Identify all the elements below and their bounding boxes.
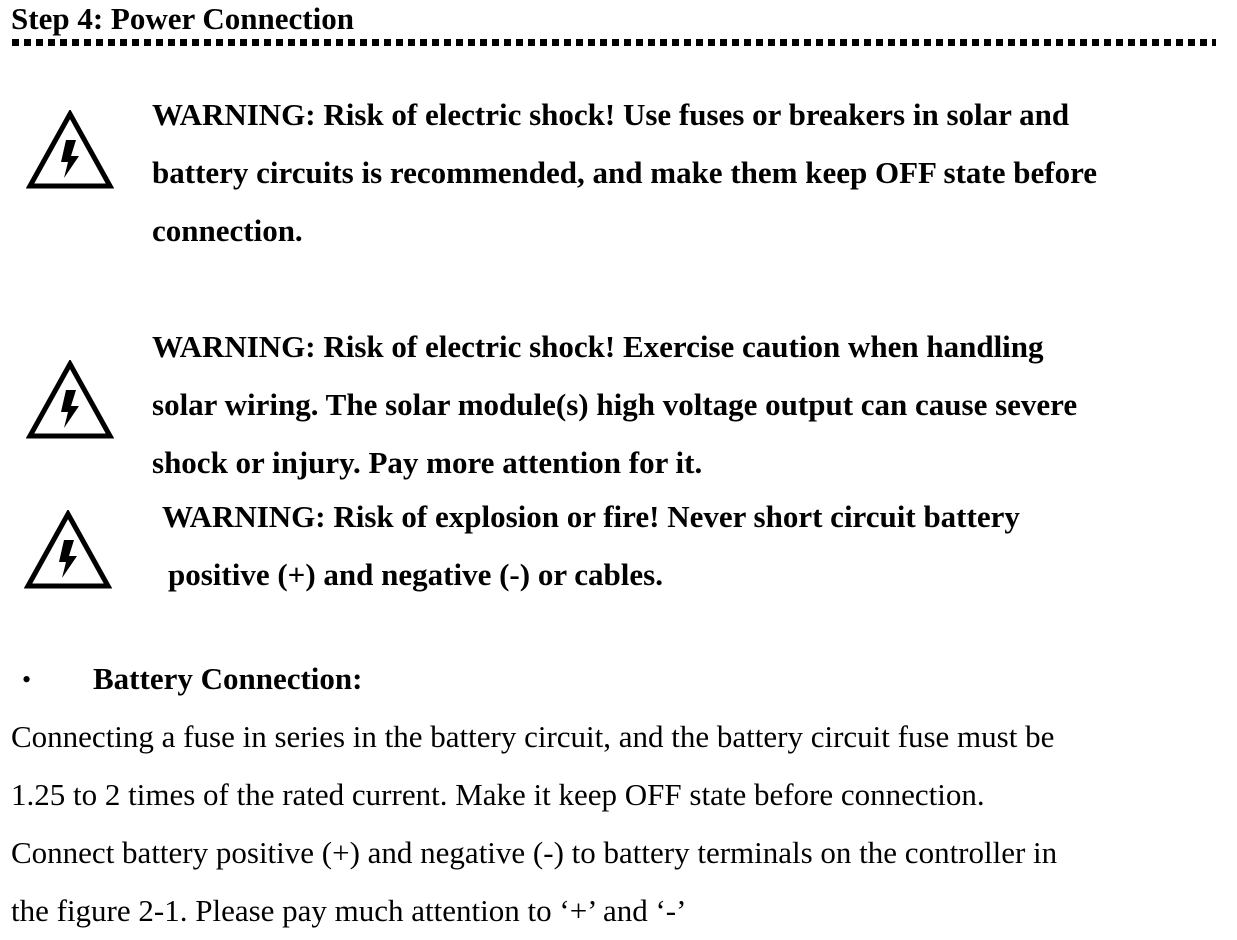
electric-shock-warning-icon: [24, 510, 112, 590]
subsection-title: Battery Connection:: [93, 661, 363, 696]
electric-shock-warning-icon: [26, 360, 114, 440]
warning-line: battery circuits is recommended, and make them keep OFF state before: [152, 155, 1098, 190]
warning-line: solar wiring. The solar module(s) high voltage output can cause severe: [152, 387, 1078, 422]
warning-block: [152, 318, 1077, 492]
warning-line: WARNING: Risk of electric shock! Exercise caution when handling: [152, 329, 1044, 364]
paragraph-line: Connecting a fuse in series in the battery circuit, and the battery circuit fuse must be: [11, 719, 1055, 754]
warning-block: [152, 86, 1097, 260]
paragraph-line: Connect battery positive (+) and negative (-) to battery terminals on the controller in: [11, 835, 1058, 870]
paragraph-line: the figure 2-1. Please pay much attention to ‘+’ and ‘-’: [11, 893, 687, 928]
warning-line: WARNING: Risk of electric shock! Use fuses or breakers in solar and: [152, 97, 1070, 132]
electric-shock-warning-icon: [26, 110, 114, 190]
warning-line: WARNING: Risk of explosion or fire! Never short circuit battery: [162, 499, 1020, 534]
warning-line: positive (+) and negative (-) or cables.: [168, 557, 663, 592]
section-heading: Step 4: Power Connection: [11, 1, 354, 36]
warning-line: connection.: [152, 213, 303, 248]
bullet-marker: •: [22, 665, 32, 694]
dotted-divider: [12, 39, 1216, 46]
paragraph: [11, 708, 1057, 940]
warning-block: [162, 488, 1020, 604]
warning-line: shock or injury. Pay more attention for it.: [152, 445, 703, 480]
paragraph-line: 1.25 to 2 times of the rated current. Make it keep OFF state before connection.: [11, 777, 985, 812]
